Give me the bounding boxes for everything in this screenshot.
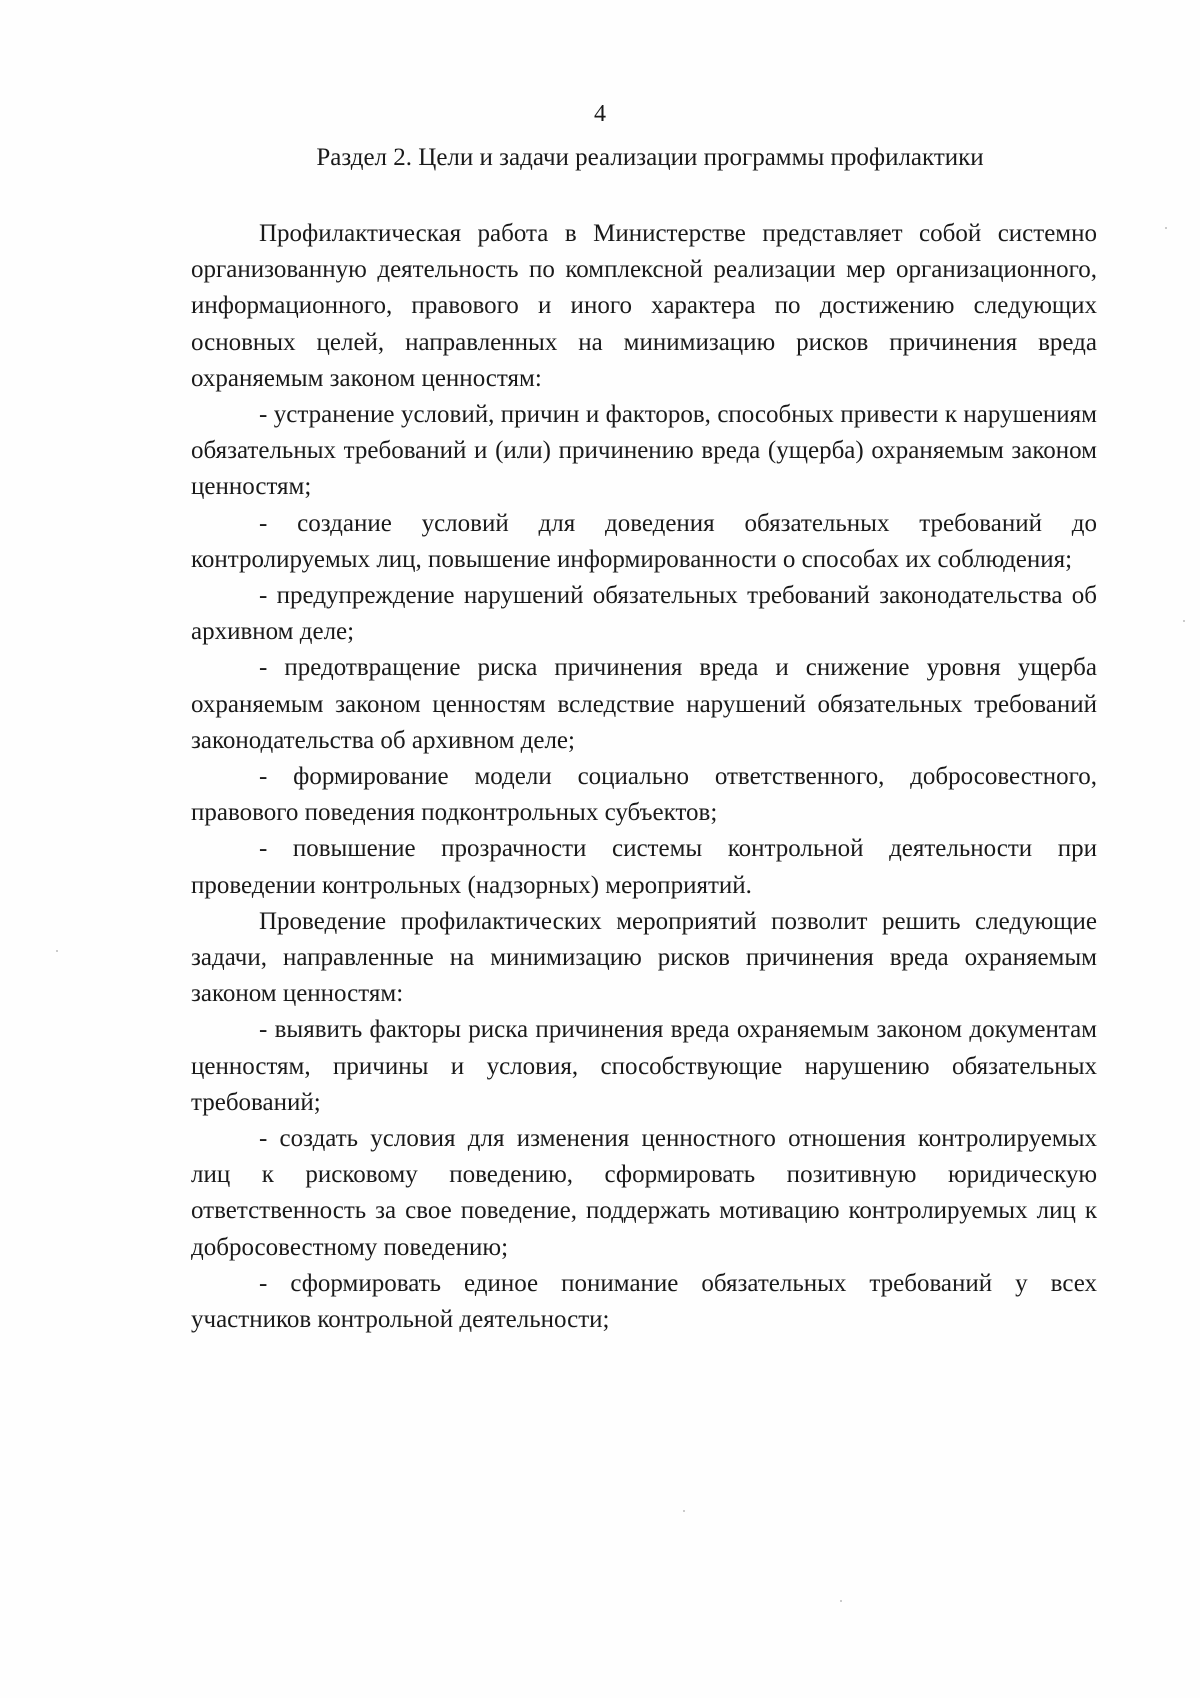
list-item-goal: - устранение условий, причин и факторов, способных привести к нарушениям обязательных требований и (или) причинению вреда (ущерба) охраняемым законом ценностям; xyxy=(191,401,1097,501)
scan-speck xyxy=(56,950,58,952)
scan-speck xyxy=(683,1510,685,1512)
list-item-task: - выявить факторы риска причинения вреда охраняемым законом документам ценностям, причины и условия, способствующие нарушению обязательных требований; xyxy=(191,1016,1097,1116)
scan-speck xyxy=(1183,620,1185,622)
list-item-goal: - повышение прозрачности системы контрольной деятельности при проведении контрольных (надзорных) мероприятий. xyxy=(191,835,1097,899)
body-text xyxy=(191,216,1097,1338)
list-item-goal: - формирование модели социально ответственного, добросовестного, правового поведения подконтрольных субъектов; xyxy=(191,763,1097,827)
paragraph-tasks-intro: Проведение профилактических мероприятий позволит решить следующие задачи, направленные на минимизацию рисков причинения вреда охраняемым законом ценностям: xyxy=(191,907,1097,1008)
list-item-goal: - предупреждение нарушений обязательных требований законодательства об архивном деле; xyxy=(191,582,1097,646)
list-item-task: - создать условия для изменения ценностного отношения контролируемых лиц к рисковому поведению, сформировать позитивную юридическую ответственность за свое поведение, поддержать мотивацию контролируемых лиц к добросовестному поведению; xyxy=(191,1125,1097,1261)
scan-speck xyxy=(840,1600,842,1602)
page-number: 4 xyxy=(594,101,606,127)
list-item-goal: - создание условий для доведения обязательных требований до контролируемых лиц, повышение информированности о способах их соблюдения; xyxy=(191,509,1097,573)
scan-speck xyxy=(1165,227,1167,229)
list-item-task: - сформировать единое понимание обязательных требований у всех участников контрольной деятельности; xyxy=(191,1269,1097,1334)
section-title: Раздел 2. Цели и задачи реализации программы профилактики xyxy=(316,144,984,171)
paragraph-intro: Профилактическая работа в Министерстве представляет собой системно организованную деятельность по комплексной реализации мер организационного, информационного, правового и иного характера по достижению следующих основных целей, направленных на минимизацию рисков причинения вреда охраняемым законом ценностям: xyxy=(191,220,1097,392)
list-item-goal: - предотвращение риска причинения вреда и снижение уровня ущерба охраняемым законом ценностям вследствие нарушений обязательных требований законодательства об архивном деле; xyxy=(191,654,1097,754)
